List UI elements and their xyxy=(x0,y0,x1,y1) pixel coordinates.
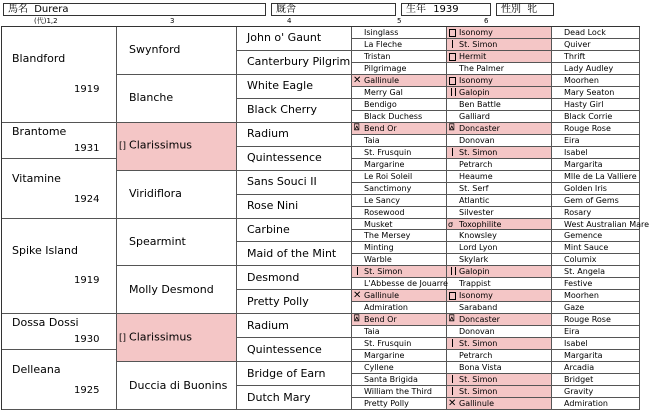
ancestor-name: Margarita xyxy=(564,159,603,169)
ancestor-gen3-cell xyxy=(117,123,237,171)
ancestor-gen4-cell xyxy=(237,171,352,195)
ancestor-gen5-cell xyxy=(352,183,447,195)
ancestor-gen7-cell xyxy=(552,159,640,171)
ancestor-gen6-cell xyxy=(447,27,552,39)
ancestor-gen5-cell xyxy=(352,27,447,39)
ancestor-year: 1930 xyxy=(74,334,100,346)
ancestor-gen7-cell xyxy=(552,266,640,278)
ancestor-name: St. Simon xyxy=(459,39,498,49)
ancestor-gen5-cell xyxy=(352,350,447,362)
ancestor-name: Bridge of Earn xyxy=(247,366,326,380)
ancestor-name: Festive xyxy=(564,279,593,289)
ancestor-gen5-cell xyxy=(352,195,447,207)
ancestor-gen7-cell xyxy=(552,350,640,362)
ancestor-name: St. Serf xyxy=(459,183,489,193)
ancestor-gen1-cell xyxy=(2,350,117,410)
ancestor-name: Gem of Gems xyxy=(564,195,619,205)
ancestor-gen5-cell xyxy=(352,51,447,63)
ancestor-name: Eira xyxy=(564,135,580,145)
column-number-1: (代)1,2 xyxy=(34,17,58,25)
ring-marker-icon: σ xyxy=(448,219,454,229)
ancestor-name: Mlle de La Valliere xyxy=(564,171,637,181)
ancestor-name: Dossa Dossi xyxy=(12,316,79,330)
ancestor-gen7-cell xyxy=(552,195,640,207)
ancestor-name: Margarine xyxy=(364,159,405,169)
ancestor-gen5-cell xyxy=(352,135,447,147)
boxed-marker-icon: ⍓ xyxy=(449,314,455,325)
birth-year-label: 生年 xyxy=(406,4,426,15)
ancestor-name: Atlantic xyxy=(459,195,490,205)
ancestor-gen6-cell xyxy=(447,362,552,374)
stable-label: 厩舎 xyxy=(276,4,296,15)
ancestor-year: 1919 xyxy=(74,275,100,287)
ancestor-name: Lord Lyon xyxy=(459,243,498,253)
boxed-plus-marker-icon xyxy=(449,53,456,61)
ancestor-name: Mary Seaton xyxy=(564,87,615,97)
ancestor-gen7-cell xyxy=(552,242,640,254)
ancestor-gen7-cell xyxy=(552,362,640,374)
ancestor-gen6-cell xyxy=(447,135,552,147)
column-number-5: 5 xyxy=(397,17,402,25)
ancestor-gen4-cell xyxy=(237,338,352,362)
ancestor-name: Rouge Rose xyxy=(564,123,611,133)
ancestor-name: Isonomy xyxy=(459,28,493,37)
ancestor-name: Sans Souci II xyxy=(247,175,317,189)
ancestor-name: Blandford xyxy=(12,52,66,66)
ancestor-name: Gravity xyxy=(564,387,594,397)
pedigree-table xyxy=(1,26,649,410)
ancestor-name: Ben Battle xyxy=(459,99,501,109)
ancestor-name: Dead Lock xyxy=(564,28,606,37)
ancestor-name: St. Frusquin xyxy=(364,147,412,157)
ancestor-year: 1931 xyxy=(74,142,100,154)
ancestor-name: Radium xyxy=(247,318,289,332)
ancestor-gen6-cell xyxy=(447,195,552,207)
ancestor-gen3-cell xyxy=(117,314,237,362)
ancestor-gen7-cell xyxy=(552,290,640,302)
bracket-marker-icon: [] xyxy=(119,333,127,344)
ancestor-gen4-cell xyxy=(237,123,352,147)
ancestor-name: Columix xyxy=(564,255,597,265)
stable-field xyxy=(271,3,396,16)
ancestor-gen7-cell xyxy=(552,374,640,386)
ancestor-name: Blanche xyxy=(129,91,174,105)
ancestor-name: Clarissimus xyxy=(129,138,193,152)
ancestor-gen6-cell xyxy=(447,207,552,219)
ancestor-gen7-cell xyxy=(552,111,640,123)
ancestor-gen6-cell xyxy=(447,314,552,326)
ancestor-name: La Fleche xyxy=(364,39,403,49)
ancestor-name: Dutch Mary xyxy=(247,390,311,404)
ancestor-gen7-cell xyxy=(552,63,640,75)
ancestor-name: Radium xyxy=(247,127,289,141)
ancestor-gen6-cell xyxy=(447,326,552,338)
ancestor-gen4-cell xyxy=(237,27,352,51)
ancestor-gen7-cell xyxy=(552,75,640,87)
ancestor-gen5-cell xyxy=(352,278,447,290)
ancestor-name: Gemence xyxy=(564,231,603,241)
ancestor-name: Hasty Girl xyxy=(564,99,604,109)
ancestor-name: St. Angela xyxy=(564,267,605,277)
ancestor-name: Pretty Polly xyxy=(364,399,409,409)
ancestor-name: Arcadia xyxy=(564,363,595,373)
ancestor-gen5-cell xyxy=(352,123,447,135)
ancestor-year: 1925 xyxy=(74,385,100,397)
ancestor-gen7-cell xyxy=(552,135,640,147)
ancestor-name: Galopin xyxy=(459,267,490,277)
birth-year-field xyxy=(401,3,491,16)
ancestor-name: Margarita xyxy=(564,351,603,361)
ancestor-name: Maid of the Mint xyxy=(247,246,337,260)
ancestor-gen7-cell xyxy=(552,338,640,350)
ancestor-name: Spearmint xyxy=(129,234,186,248)
ancestor-name: Quiver xyxy=(564,39,591,49)
ancestor-gen6-cell xyxy=(447,63,552,75)
ancestor-name: Isabel xyxy=(564,339,588,349)
ancestor-gen6-cell xyxy=(447,39,552,51)
single-bar-marker-icon xyxy=(357,267,358,275)
bracket-marker-icon: [] xyxy=(119,141,127,152)
ancestor-name: Bona Vista xyxy=(459,363,502,373)
ancestor-gen6-cell xyxy=(447,87,552,99)
ancestor-gen1-cell xyxy=(2,314,117,350)
ancestor-name: Warble xyxy=(364,255,392,265)
ancestor-name: Cyllene xyxy=(364,363,394,373)
ancestor-gen5-cell xyxy=(352,147,447,159)
ancestor-gen6-cell xyxy=(447,171,552,183)
double-bar-marker-icon xyxy=(451,88,456,96)
ancestor-name: Viridiflora xyxy=(129,187,182,201)
ancestor-name: Toxophilite xyxy=(459,219,502,229)
ancestor-gen3-cell xyxy=(117,171,237,219)
ancestor-gen7-cell xyxy=(552,219,649,231)
ancestor-gen7-cell xyxy=(552,51,640,63)
birth-year-value: 1939 xyxy=(433,4,459,15)
ancestor-name: West Australian Mare xyxy=(564,219,649,229)
ancestor-name: White Eagle xyxy=(247,79,313,93)
ancestor-name: Tristan xyxy=(364,51,391,61)
ancestor-name: Isabel xyxy=(564,147,588,157)
ancestor-gen6-cell xyxy=(447,302,552,314)
ancestor-gen5-cell xyxy=(352,386,447,398)
ancestor-name: Moorhen xyxy=(564,291,599,301)
ancestor-gen6-cell xyxy=(447,350,552,362)
ancestor-gen5-cell xyxy=(352,99,447,111)
single-bar-marker-icon xyxy=(452,148,453,156)
ancestor-year: 1919 xyxy=(74,83,100,95)
ancestor-gen7-cell xyxy=(552,183,640,195)
ancestor-gen6-cell xyxy=(447,254,552,266)
ancestor-gen7-cell xyxy=(552,123,640,135)
single-bar-marker-icon xyxy=(452,375,453,383)
ancestor-gen1-cell xyxy=(2,27,117,123)
ancestor-gen5-cell xyxy=(352,338,447,350)
ancestor-name: Donovan xyxy=(459,327,495,337)
ancestor-name: Musket xyxy=(364,219,393,229)
ancestor-gen6-cell xyxy=(447,75,552,87)
ancestor-gen5-cell xyxy=(352,39,447,51)
ancestor-gen6-cell xyxy=(447,338,552,350)
ancestor-name: Hermit xyxy=(459,51,487,61)
ancestor-name: Spike Island xyxy=(12,243,78,257)
ancestor-gen3-cell xyxy=(117,27,237,75)
ancestor-name: St. Simon xyxy=(459,147,498,157)
ancestor-name: Petrarch xyxy=(459,351,493,361)
ancestor-gen1-cell xyxy=(2,219,117,315)
ancestor-name: Mint Sauce xyxy=(564,243,609,253)
ancestor-gen7-cell xyxy=(552,278,640,290)
ancestor-name: Golden Iris xyxy=(564,183,607,193)
ancestor-gen7-cell xyxy=(552,171,640,183)
ancestor-gen4-cell xyxy=(237,51,352,75)
ancestor-gen7-cell xyxy=(552,302,640,314)
sex-label: 性別 xyxy=(501,4,521,15)
ancestor-name: Quintessence xyxy=(247,342,322,356)
ancestor-name: Swynford xyxy=(129,43,181,57)
ancestor-gen6-cell xyxy=(447,374,552,386)
ancestor-gen1-cell xyxy=(2,123,117,159)
ancestor-gen6-cell xyxy=(447,123,552,135)
ancestor-name: Margarine xyxy=(364,351,405,361)
ancestor-name: L'Abbesse de Jouarre xyxy=(364,279,448,289)
ancestor-gen6-cell xyxy=(447,111,552,123)
ancestor-gen5-cell xyxy=(352,374,447,386)
ancestor-name: Le Roi Soleil xyxy=(364,171,413,181)
ancestor-name: Saraband xyxy=(459,303,498,313)
ancestor-gen5-cell xyxy=(352,159,447,171)
ancestor-name: Doncaster xyxy=(459,123,500,133)
ancestor-name: St. Simon xyxy=(459,339,498,349)
boxed-marker-icon: ⍓ xyxy=(449,122,455,133)
ancestor-gen4-cell xyxy=(237,219,352,243)
ancestor-name: Pretty Polly xyxy=(247,294,309,308)
ancestor-gen6-cell xyxy=(447,398,552,410)
ancestor-gen3-cell xyxy=(117,266,237,314)
ancestor-name: Bendigo xyxy=(364,99,397,109)
single-bar-marker-icon xyxy=(452,387,453,395)
ancestor-name: Clarissimus xyxy=(129,330,193,344)
ancestor-name: Desmond xyxy=(247,270,300,284)
ancestor-name: Black Cherry xyxy=(247,103,318,117)
ancestor-gen7-cell xyxy=(552,27,640,39)
ancestor-name-with-marker xyxy=(119,331,192,344)
ancestor-name: Delleana xyxy=(12,363,61,377)
ancestor-name: Gaze xyxy=(564,303,585,313)
ancestor-name: Skylark xyxy=(459,255,489,265)
sex-field xyxy=(496,3,554,16)
ancestor-gen6-cell xyxy=(447,147,552,159)
square-marker-icon xyxy=(449,29,456,37)
single-bar-marker-icon xyxy=(452,339,453,347)
ancestor-gen6-cell xyxy=(447,219,552,231)
ancestor-gen7-cell xyxy=(552,147,640,159)
ancestor-name: The Mersey xyxy=(364,231,411,241)
ancestor-gen3-cell xyxy=(117,219,237,267)
ancestor-gen7-cell xyxy=(552,398,640,410)
ancestor-name: Admiration xyxy=(364,303,408,313)
ancestor-name: Pilgrimage xyxy=(364,63,407,73)
ancestor-gen7-cell xyxy=(552,87,640,99)
column-number-6: 6 xyxy=(484,17,489,25)
ancestor-gen6-cell xyxy=(447,230,552,242)
ancestor-name: Admiration xyxy=(564,399,608,409)
ancestor-gen5-cell xyxy=(352,254,447,266)
ancestor-name: St. Simon xyxy=(364,267,403,277)
ancestor-name: Galopin xyxy=(459,87,490,97)
ancestor-name: Bend Or xyxy=(364,123,397,133)
ancestor-gen6-cell xyxy=(447,159,552,171)
ancestor-gen4-cell xyxy=(237,386,352,410)
ancestor-name: Duccia di Buonins xyxy=(129,378,228,392)
ancestor-gen6-cell xyxy=(447,242,552,254)
ancestor-name: Black Duchess xyxy=(364,111,423,121)
ancestor-gen7-cell xyxy=(552,207,640,219)
ancestor-name: Gallinule xyxy=(364,291,400,301)
ancestor-gen6-cell xyxy=(447,386,552,398)
ancestor-name: Brantome xyxy=(12,124,67,138)
ancestor-name: Doncaster xyxy=(459,315,500,325)
cross-marker-icon: ✕ xyxy=(448,398,457,410)
ancestor-gen5-cell xyxy=(352,398,447,410)
ancestor-gen5-cell xyxy=(352,207,447,219)
ancestor-name: Sanctimony xyxy=(364,183,412,193)
ancestor-name: Petrarch xyxy=(459,159,493,169)
ancestor-gen5-cell xyxy=(352,87,447,99)
ancestor-name: Gallinule xyxy=(364,75,400,85)
square-marker-icon xyxy=(449,77,456,85)
ancestor-gen6-cell xyxy=(447,290,552,302)
ancestor-name: Le Sancy xyxy=(364,195,400,205)
ancestor-gen6-cell xyxy=(447,278,552,290)
ancestor-gen5-cell xyxy=(352,63,447,75)
ancestor-name: Moorhen xyxy=(564,75,599,85)
ancestor-gen5-cell xyxy=(352,362,447,374)
ancestor-name: Rosewood xyxy=(364,207,405,217)
ancestor-gen4-cell xyxy=(237,195,352,219)
ancestor-gen4-cell xyxy=(237,75,352,99)
ancestor-gen7-cell xyxy=(552,386,640,398)
boxed-marker-icon: ⍓ xyxy=(354,314,360,325)
ancestor-name: Vitamine xyxy=(12,171,61,185)
ancestor-gen5-cell xyxy=(352,326,447,338)
square-marker-icon xyxy=(449,292,456,300)
ancestor-name: St. Simon xyxy=(459,387,498,397)
ancestor-gen7-cell xyxy=(552,99,640,111)
ancestor-name: Bend Or xyxy=(364,315,397,325)
ancestor-gen3-cell xyxy=(117,362,237,410)
ancestor-gen6-cell xyxy=(447,99,552,111)
single-bar-marker-icon xyxy=(452,40,453,48)
ancestor-gen4-cell xyxy=(237,362,352,386)
column-number-4: 4 xyxy=(287,17,292,25)
ancestor-gen5-cell xyxy=(352,111,447,123)
horse-name-value: Durera xyxy=(34,4,69,15)
column-number-3: 3 xyxy=(170,17,175,25)
ancestor-name: St. Frusquin xyxy=(364,339,412,349)
ancestor-gen4-cell xyxy=(237,314,352,338)
ancestor-name: Santa Brigida xyxy=(364,375,418,385)
ancestor-gen7-cell xyxy=(552,39,640,51)
ancestor-gen3-cell xyxy=(117,75,237,123)
ancestor-gen5-cell xyxy=(352,290,447,302)
ancestor-gen6-cell xyxy=(447,266,552,278)
ancestor-gen4-cell xyxy=(237,266,352,290)
ancestor-gen6-cell xyxy=(447,51,552,63)
ancestor-name: Eira xyxy=(564,327,580,337)
ancestor-gen5-cell xyxy=(352,266,447,278)
cross-marker-icon: ✕ xyxy=(353,74,362,86)
ancestor-name: Minting xyxy=(364,243,394,253)
ancestor-gen7-cell xyxy=(552,314,640,326)
ancestor-gen5-cell xyxy=(352,314,447,326)
ancestor-name: John o' Gaunt xyxy=(247,31,322,45)
ancestor-gen4-cell xyxy=(237,147,352,171)
ancestor-name: Knowsley xyxy=(459,231,497,241)
ancestor-name: St. Simon xyxy=(459,375,498,385)
ancestor-gen6-cell xyxy=(447,183,552,195)
cross-marker-icon: ✕ xyxy=(353,290,362,302)
ancestor-name: William the Third xyxy=(364,387,432,397)
ancestor-name: Canterbury Pilgrim xyxy=(247,55,351,69)
ancestor-gen5-cell xyxy=(352,75,447,87)
boxed-marker-icon: ⍓ xyxy=(354,122,360,133)
ancestor-name: The Palmer xyxy=(459,63,505,73)
ancestor-name: Lady Audley xyxy=(564,63,614,73)
ancestor-name: Taia xyxy=(364,327,380,337)
ancestor-gen5-cell xyxy=(352,242,447,254)
ancestor-gen5-cell xyxy=(352,230,447,242)
ancestor-gen4-cell xyxy=(237,99,352,123)
ancestor-gen4-cell xyxy=(237,290,352,314)
ancestor-name: Rosary xyxy=(564,207,592,217)
ancestor-name: Rouge Rose xyxy=(564,315,611,325)
horse-name-field xyxy=(3,3,266,16)
ancestor-name: Bridget xyxy=(564,375,594,385)
ancestor-name: Silvester xyxy=(459,207,494,217)
ancestor-name: Isonomy xyxy=(459,291,493,301)
ancestor-gen5-cell xyxy=(352,171,447,183)
sex-value: 牝 xyxy=(527,4,538,15)
horse-name-label: 馬名 xyxy=(8,4,28,15)
ancestor-name: Black Corrie xyxy=(564,111,613,121)
ancestor-gen1-cell xyxy=(2,159,117,219)
ancestor-gen7-cell xyxy=(552,254,640,266)
ancestor-name: Thrift xyxy=(564,51,586,61)
double-bar-marker-icon xyxy=(451,267,456,275)
ancestor-name: Galliard xyxy=(459,111,490,121)
ancestor-name: Carbine xyxy=(247,222,290,236)
ancestor-name: Trappist xyxy=(459,279,491,289)
ancestor-name: Gallinule xyxy=(459,399,495,409)
ancestor-year: 1924 xyxy=(74,193,100,205)
ancestor-gen5-cell xyxy=(352,219,447,231)
ancestor-gen5-cell xyxy=(352,302,447,314)
ancestor-name: Quintessence xyxy=(247,151,322,165)
ancestor-name: Isinglass xyxy=(364,28,399,37)
ancestor-gen7-cell xyxy=(552,230,640,242)
ancestor-name: Merry Gal xyxy=(364,87,403,97)
ancestor-gen4-cell xyxy=(237,242,352,266)
ancestor-name: Heaume xyxy=(459,171,493,181)
ancestor-name: Rose Nini xyxy=(247,199,299,213)
ancestor-name: Isonomy xyxy=(459,75,493,85)
ancestor-name: Donovan xyxy=(459,135,495,145)
ancestor-name: Taia xyxy=(364,135,380,145)
ancestor-gen7-cell xyxy=(552,326,640,338)
ancestor-name: Molly Desmond xyxy=(129,282,214,296)
ancestor-name-with-marker xyxy=(119,140,192,153)
